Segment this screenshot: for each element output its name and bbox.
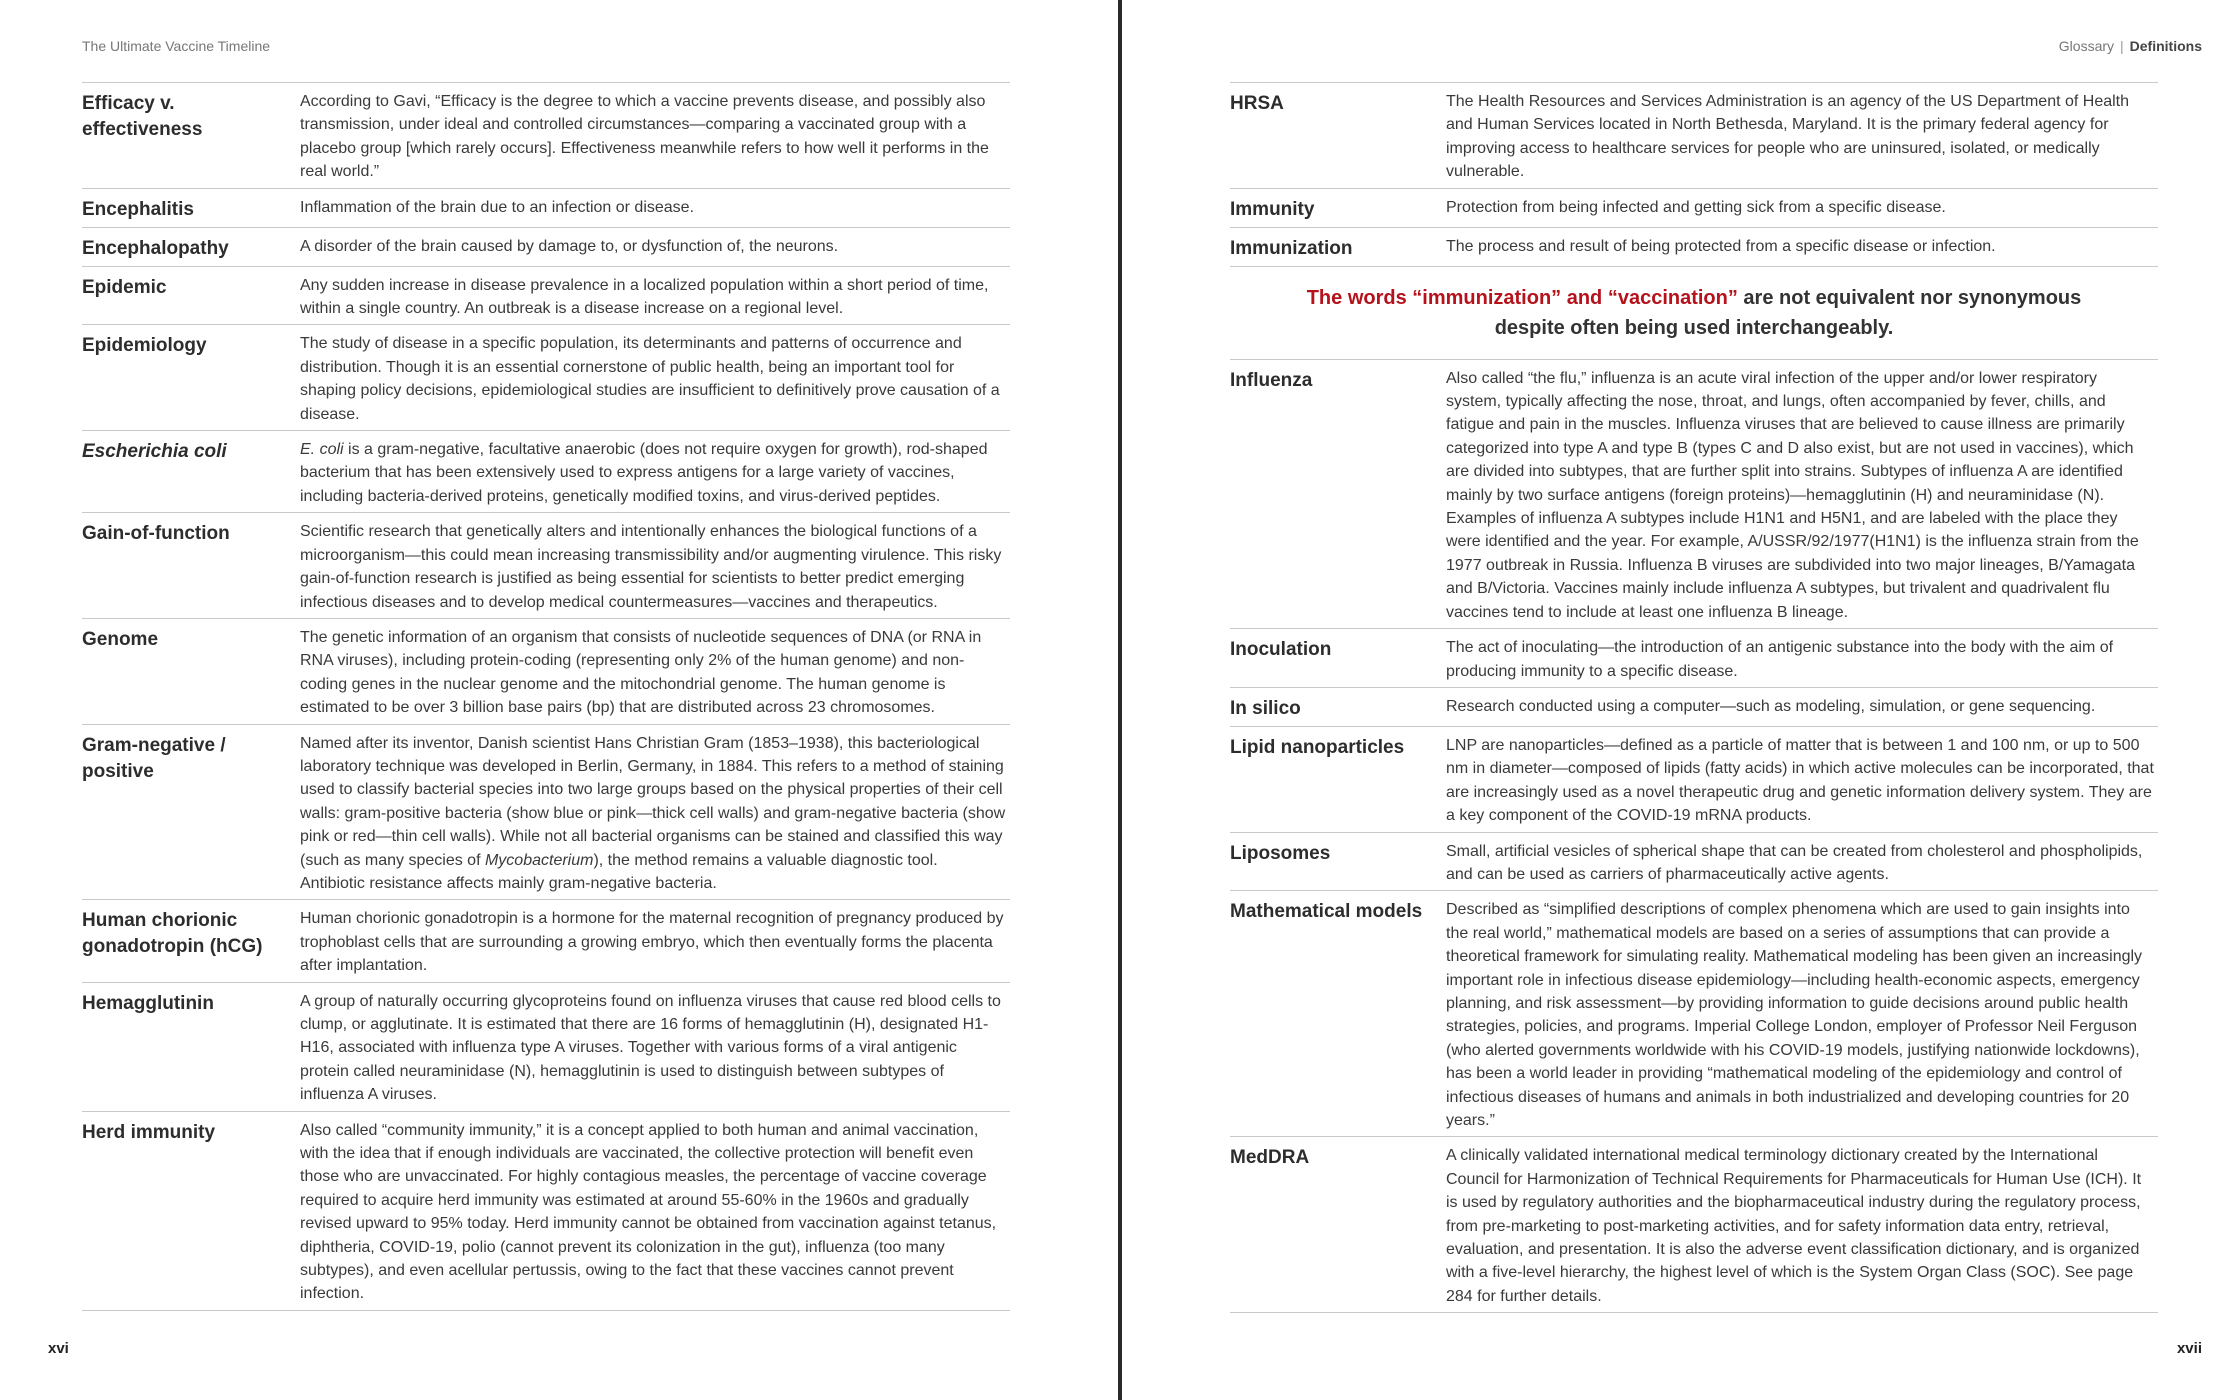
callout-text: are not equivalent nor synonymous despite often being used interchangeably.: [1494, 286, 2082, 339]
callout-note: [1230, 266, 2158, 359]
glossary-entry: [82, 982, 1010, 1111]
running-head-section: [2059, 38, 2202, 54]
glossary-entry: [82, 188, 1010, 227]
running-head-section-title: Definitions: [2129, 38, 2202, 54]
glossary-term: Encephalitis: [82, 198, 194, 220]
glossary-definition: A disorder of the brain caused by damage to, or dysfunction of, the neurons.: [300, 237, 839, 255]
glossary-term: Herd immunity: [82, 1121, 216, 1143]
glossary-definition: Also called “community immunity,” it is a concept applied to both human and animal vaccination, with the idea that if enough individuals are vaccinated, the collective protection will benefit even those who are unvaccinated. For highly contagious measles, the percentage of vaccine coverage required to acquire herd immunity was estimated at around 55-60% in the 1960s and gradually revised upward to 95% today. Herd immunity cannot be obtained from vaccination against tetanus, diphtheria, COVID-19, polio (cannot prevent its colonization in the gut), influenza (too many subtypes), and even acellular pertussis, owing to the fact that these vaccines cannot prevent infection.: [300, 1121, 997, 1303]
definition-text: ), the method remains a valuable diagnostic tool. Antibiotic resistance affects mainly gram-negative bacteria.: [300, 851, 938, 892]
glossary-entry: [82, 724, 1010, 900]
definition-italic-text: Mycobacterium: [484, 851, 594, 869]
definition-text: is a gram-negative, facultative anaerobic (does not require oxygen for growth), rod-shaped bacterium that has been extensively used to express antigens for a large variety of vaccines, including bacteria-derived proteins, genetically modified toxins, and virus-derived peptides.: [300, 441, 988, 505]
glossary-term: Epidemic: [82, 276, 167, 298]
page-number: xvi: [48, 1340, 69, 1357]
glossary-definition: Human chorionic gonadotropin is a hormone for the maternal recognition of pregnancy produced by trophoblast cells that are surrounding a growing embryo, which then eventually forms the placenta after implantation.: [300, 910, 1004, 975]
glossary-definition: [300, 438, 1010, 508]
glossary-definition: Also called “the flu,” influenza is an acute viral infection of the upper and/or lower respiratory system, typically affecting the nose, throat, and lungs, often accompanied by fever, chills, and fatigue and pain in the muscles. Influenza viruses that are believed to cause illness are primarily categorized into type A and type B (types C and D also exist, but are not used in vaccines), which are divided into subtypes, that are further split into strains. Subtypes of influenza A are identified mainly by two surface antigens (foreign proteins)—hemagglutinin (H) and neuraminidase (N). Examples of influenza A subtypes include H1N1 and H5N1, and are labeled with the place they were identified and the year. For example, A/USSR/92/1977(H1N1) is the influenza strain from the 1977 outbreak in Russia. Influenza B viruses are subdivided into two major lineages, B/Yamagata and B/Victoria. Vaccines mainly include influenza A subtypes, but trivalent and quadrivalent flu vaccines tend to include at least one influenza B lineage.: [1446, 369, 2139, 621]
glossary-definition: A clinically validated international medical terminology dictionary created by the International Council for Harmonization of Technical Requirements for Pharmaceuticals for Human Use (ICH). It is used by regulatory authorities and the biopharmaceutical industry during the regulatory process, from pre-marketing to post-marketing activities, and for safety information data entry, retrieval, evaluation, and presentation. It is also the adverse event classification dictionary, and is organized with a five-level hierarchy, the highest level of which is the System Organ Class (SOC). See page 284 for further details.: [1446, 1147, 2142, 1305]
glossary-entry: [82, 512, 1010, 618]
glossary-entry: [82, 227, 1010, 266]
glossary-term: Encephalopathy: [82, 237, 229, 259]
glossary-term: HRSA: [1230, 93, 1284, 114]
glossary-term: Hemagglutinin: [82, 992, 214, 1014]
glossary-definition: The study of disease in a specific population, its determinants and patterns of occurrence and distribution. Though it is an essential cornerstone of public health, being an important tool for shaping policy decisions, epidemiological studies are insufficient to definitively prove causation of a disease.: [300, 335, 1000, 423]
glossary-term: Influenza: [1230, 369, 1313, 391]
glossary-definition: Research conducted using a computer—such as modeling, simulation, or gene sequencing.: [1446, 697, 2096, 715]
glossary-entry: [82, 266, 1010, 325]
glossary-entry: [82, 1111, 1010, 1311]
glossary-entry: [1230, 890, 2158, 1136]
glossary-definition: Small, artificial vesicles of spherical shape that can be created from cholesterol and phospholipids, and can be used as carriers of pharmaceutically active agents.: [1446, 842, 2143, 883]
glossary-term: Epidemiology: [82, 335, 207, 357]
glossary-entry: [1230, 687, 2158, 726]
glossary-term: Mathematical models: [1230, 901, 1423, 923]
running-head-section-name: Glossary: [2058, 38, 2115, 54]
glossary-list-right: [1230, 82, 2158, 1313]
running-head-separator: |: [2120, 38, 2124, 54]
glossary-definition: A group of naturally occurring glycoproteins found on influenza viruses that cause red blood cells to clump, or agglutinate. It is estimated that there are 16 forms of hemagglutinin (H), designated H1-H16, associated with influenza type A viruses. Together with various forms of a viral antigenic protein called neuraminidase (N), hemagglutinin is used to distinguish between subtypes of influenza A viruses.: [300, 992, 1001, 1104]
right-page: [1122, 0, 2240, 1400]
glossary-entry: [82, 82, 1010, 188]
glossary-definition: [300, 732, 1010, 896]
glossary-entry: [1230, 227, 2158, 266]
definition-italic-text: E. coli: [300, 441, 344, 459]
glossary-term: Liposomes: [1230, 842, 1331, 864]
glossary-definition: The process and result of being protected from a specific disease or infection.: [1446, 237, 1996, 255]
glossary-definition: Scientific research that genetically alters and intentionally enhances the biological functions of a microorganism—this could mean increasing transmissibility and/or augmenting virulence. This risky gain-of-function research is justified as being essential for scientists to better predict emerging infectious diseases and to develop medical countermeasures—vaccines and therapeutics.: [300, 523, 1002, 611]
glossary-entry: [82, 324, 1010, 430]
glossary-entry: [1230, 832, 2158, 891]
glossary-definition: According to Gavi, “Efficacy is the degree to which a vaccine prevents disease, and possibly also transmission, under ideal and controlled circumstances—comparing a vaccinated group with a placebo group [which rarely occurs]. Effectiveness meanwhile refers to how well it performs in the real world.”: [300, 93, 989, 181]
glossary-entry: [82, 430, 1010, 512]
glossary-term: Immunity: [1230, 198, 1315, 220]
glossary-entry: [1230, 726, 2158, 832]
running-head-book-title: The Ultimate Vaccine Timeline: [82, 38, 271, 54]
glossary-term: Efficacy v. effectiveness: [82, 93, 203, 140]
left-page: [0, 0, 1118, 1400]
glossary-definition: The act of inoculating—the introduction of an antigenic substance into the body with the aim of producing immunity to a specific disease.: [1446, 639, 2114, 680]
glossary-term: Gain-of-function: [82, 523, 230, 545]
glossary-term: In silico: [1230, 697, 1301, 719]
glossary-definition: The Health Resources and Services Administration is an agency of the US Department of Health and Human Services located in North Bethesda, Maryland. It is the primary federal agency for improving access to healthcare services for people who are uninsured, isolated, or medically vulnerable.: [1446, 93, 2130, 181]
definition-text: Named after its inventor, Danish scientist Hans Christian Gram (1853–1938), this bacteriological laboratory technique was developed in Berlin, Germany, in 1884. This refers to a method of staining used to classify bacterial species into two large groups based on the physical properties of their cell walls: gram-positive bacteria (show blue or pink—thick cell walls) and gram-negative bacteria (show pink or red—thin cell walls). While not all bacterial organisms can be stained and classified this way (such as many species of: [300, 734, 1006, 869]
glossary-entry: [1230, 82, 2158, 188]
glossary-definition: LNP are nanoparticles—defined as a particle of matter that is between 1 and 100 nm, or up to 500 nm in diameter—composed of lipids (fatty acids) in which active molecules can be incorporated, that are increasingly used as a novel therapeutic drug and genetic information delivery system. They are a key component of the COVID-19 mRNA products.: [1446, 736, 2154, 825]
glossary-term: Gram-negative / positive: [82, 734, 226, 782]
glossary-entry: [82, 899, 1010, 981]
glossary-term: Human chorionic gonadotropin (hCG): [82, 910, 263, 958]
page-number: xvii: [2176, 1340, 2202, 1357]
glossary-term: Genome: [82, 628, 159, 650]
glossary-term: MedDRA: [1230, 1147, 1310, 1169]
callout-highlight: The words “immunization” and “vaccination”: [1306, 286, 1738, 309]
glossary-term: Immunization: [1230, 237, 1353, 259]
glossary-term: Escherichia coli: [82, 441, 227, 463]
glossary-definition: Protection from being infected and getting sick from a specific disease.: [1446, 198, 1946, 216]
glossary-term: Inoculation: [1230, 639, 1332, 661]
glossary-definition: Inflammation of the brain due to an infection or disease.: [300, 198, 695, 216]
glossary-definition: Any sudden increase in disease prevalence in a localized population within a short period of time, within a single country. An outbreak is a disease increase on a regional level.: [300, 276, 989, 318]
glossary-entry: [1230, 188, 2158, 227]
glossary-entry: [1230, 628, 2158, 687]
glossary-entry: [1230, 359, 2158, 628]
glossary-entry: [1230, 1136, 2158, 1313]
glossary-definition: The genetic information of an organism that consists of nucleotide sequences of DNA (or RNA in RNA viruses), including protein-coding (representing only 2% of the human genome) and non-coding genes in the nuclear genome and the mitochondrial genome. The human genome is estimated to be over 3 billion base pairs (bp) that are distributed across 23 chromosomes.: [300, 628, 982, 717]
glossary-list-left: [82, 82, 1010, 1311]
glossary-entry: [82, 618, 1010, 724]
glossary-term: Lipid nanoparticles: [1230, 736, 1405, 758]
glossary-definition: Described as “simplified descriptions of complex phenomena which are used to gain insights into the real world,” mathematical models are based on a series of assumptions that can provide a theoretical framework for simulating reality. Mathematical modeling has been given an increasingly important role in infectious disease epidemiology—including health-economic aspects, emergency planning, and risk assessment—by providing information to guide decisions around public health strategies, policies, and programs. Imperial College London, employer of Professor Neil Ferguson (who alerted governments worldwide with his COVID-19 models, justifying nationwide lockdowns), has been a world leader in providing “mathematical modeling of the epidemiology and control of infectious diseases of humans and animals in both industrialized and developing countries for 20 years.”: [1446, 901, 2143, 1129]
